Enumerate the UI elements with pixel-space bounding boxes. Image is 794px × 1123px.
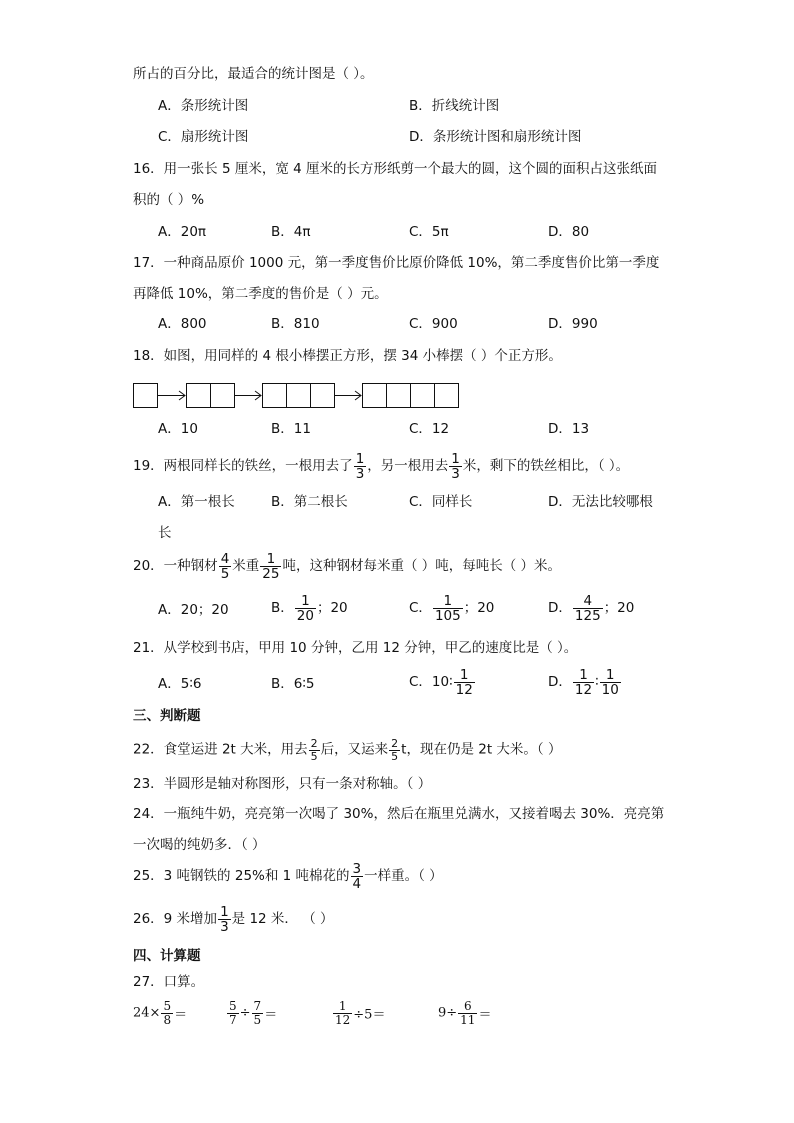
q16-option-b[interactable]: B．4π: [271, 224, 311, 240]
fraction: $\frac{4}{5}$: [220, 551, 230, 583]
q17-option-d[interactable]: D．990: [548, 316, 598, 332]
fraction: $\frac{1}{10}$: [601, 667, 619, 699]
figure-square-2: [187, 384, 211, 408]
q21-option-d[interactable]: D． $\frac{1}{12}$ ∶ $\frac{1}{10}$: [548, 667, 619, 699]
q16-option-c[interactable]: C．5π: [409, 224, 449, 240]
q15-option-d[interactable]: D．条形统计图和扇形统计图: [409, 129, 582, 145]
figure-square-1: [134, 384, 158, 408]
q27-expression-4: 9÷ $\frac{6}{11}$ ＝: [438, 999, 492, 1027]
q18-option-d[interactable]: D．13: [548, 421, 590, 437]
fraction: $\frac{6}{11}$: [460, 999, 476, 1027]
q20-option-d[interactable]: D． $\frac{4}{125}$ ；20: [548, 593, 635, 625]
fraction: $\frac{2}{5}$: [391, 737, 399, 763]
fraction: $\frac{1}{3}$: [220, 904, 229, 936]
figure-square-3: [211, 384, 235, 408]
q21-option-b[interactable]: B．6∶5: [271, 676, 315, 692]
q19-text: 19．两根同样长的铁丝，一根用去了 $\frac{1}{3}$ ，另一根用去 $\frac{1}{3}$ 米，剩下的铁丝相比，（ ）。: [133, 451, 630, 483]
fraction: $\frac{5}{7}$: [229, 999, 237, 1027]
q27-expression-1: 24× $\frac{5}{8}$ ＝: [133, 999, 188, 1027]
q18-option-b[interactable]: B．11: [271, 421, 311, 437]
figure-square-6: [311, 384, 335, 408]
figure-square-4: [263, 384, 287, 408]
q17-line2: 再降低 10%，第二季度的售价是（ ）元。: [133, 286, 388, 302]
figure-square-9: [411, 384, 435, 408]
q15-option-c[interactable]: C．扇形统计图: [158, 129, 249, 145]
fraction: $\frac{1}{3}$: [451, 451, 460, 483]
q15-text: 所占的百分比，最适合的统计图是（ ）。: [133, 66, 374, 82]
q16-option-d[interactable]: D．80: [548, 224, 590, 240]
q15-option-b[interactable]: B．折线统计图: [409, 98, 500, 114]
fraction: $\frac{1}{3}$: [355, 451, 365, 483]
q20-option-c[interactable]: C． $\frac{1}{105}$ ；20: [409, 593, 495, 625]
figure-square-8: [387, 384, 411, 408]
fraction: $\frac{2}{5}$: [310, 737, 318, 763]
q19-option-c[interactable]: C．同样长: [409, 494, 473, 510]
q21-option-a[interactable]: A．5∶6: [158, 676, 202, 692]
q15-option-a[interactable]: A．条形统计图: [158, 98, 249, 114]
fraction: $\frac{1}{105}$: [434, 593, 461, 625]
q22-text: 22．食堂运进 2t 大米，用去 $\frac{2}{5}$ 后，又运来 $\frac{2}{5}$ t，现在仍是 2t 大米。（ ）: [133, 737, 562, 763]
figure-square-5: [287, 384, 311, 408]
fraction: $\frac{4}{125}$: [574, 593, 601, 625]
fraction: $\frac{7}{5}$: [253, 999, 262, 1027]
fraction: $\frac{1}{12}$: [574, 667, 593, 699]
q19-option-d[interactable]: D．无法比较哪根: [548, 494, 653, 510]
q21-text: 21．从学校到书店，甲用 10 分钟，乙用 12 分钟，甲乙的速度比是（ ）。: [133, 640, 578, 656]
q20-text: 20．一种钢材 $\frac{4}{5}$ 米重 $\frac{1}{25}$ 吨，这种钢材每米重（ ）吨，每吨长（ ）米。: [133, 551, 562, 583]
q16-line2: 积的（ ）%: [133, 192, 205, 208]
q27-expression-2: $\frac{5}{7}$ ÷ $\frac{7}{5}$ ＝: [229, 999, 278, 1027]
q19-option-a[interactable]: A．第一根长: [158, 494, 235, 510]
section-title-judgement: 三、判断题: [133, 708, 201, 724]
q23-text: 23．半圆形是轴对称图形，只有一条对称轴。（ ）: [133, 776, 432, 792]
q17-option-c[interactable]: C．900: [409, 316, 458, 332]
q17-line1: 17．一种商品原价 1000 元，第一季度售价比原价降低 10%，第二季度售价比第一季度: [133, 255, 660, 271]
q18-option-a[interactable]: A．10: [158, 421, 198, 437]
q17-option-b[interactable]: B．810: [271, 316, 320, 332]
fraction: $\frac{5}{8}$: [163, 999, 172, 1027]
q18-text: 18．如图，用同样的 4 根小棒摆正方形，摆 34 小棒摆（ ）个正方形。: [133, 348, 562, 364]
q17-option-a[interactable]: A．800: [158, 316, 207, 332]
q24-line1: 24．一瓶纯牛奶，亮亮第一次喝了 30%，然后在瓶里兑满水，又接着喝去 30%．亮亮第: [133, 806, 665, 822]
q20-option-a[interactable]: A．20；20: [158, 602, 229, 618]
q20-option-b[interactable]: B． $\frac{1}{20}$ ；20: [271, 593, 348, 625]
q16-line1: 16．用一张长 5 厘米，宽 4 厘米的长方形纸剪一个最大的圆，这个圆的面积占这张纸面: [133, 161, 658, 177]
q26-text: 26．9 米增加 $\frac{1}{3}$ 是 12 米． （ ）: [133, 904, 334, 936]
fraction: $\frac{1}{20}$: [296, 593, 314, 625]
q21-option-c[interactable]: C．10∶ $\frac{1}{12}$: [409, 667, 473, 699]
fraction: $\frac{3}{4}$: [352, 861, 362, 893]
q27-title: 27．口算。: [133, 974, 205, 990]
q25-text: 25．3 吨钢铁的 25%和 1 吨棉花的 $\frac{3}{4}$ 一样重。（ ）: [133, 861, 443, 893]
fraction: $\frac{1}{25}$: [262, 551, 280, 583]
figure-square-7: [363, 384, 387, 408]
fraction: $\frac{1}{12}$: [335, 999, 351, 1027]
q18-option-c[interactable]: C．12: [409, 421, 450, 437]
q19-option-d-wrap: 长: [158, 525, 172, 541]
q24-line2: 一次喝的纯奶多．（ ）: [133, 837, 266, 853]
fraction: $\frac{1}{12}$: [455, 667, 473, 699]
square-sticks-figure: [133, 382, 463, 410]
q16-option-a[interactable]: A．20π: [158, 224, 207, 240]
q27-expression-3: $\frac{1}{12}$ ÷5＝: [335, 999, 386, 1027]
section-title-calculation: 四、计算题: [133, 948, 201, 964]
figure-square-10: [435, 384, 459, 408]
q19-option-b[interactable]: B．第二根长: [271, 494, 348, 510]
